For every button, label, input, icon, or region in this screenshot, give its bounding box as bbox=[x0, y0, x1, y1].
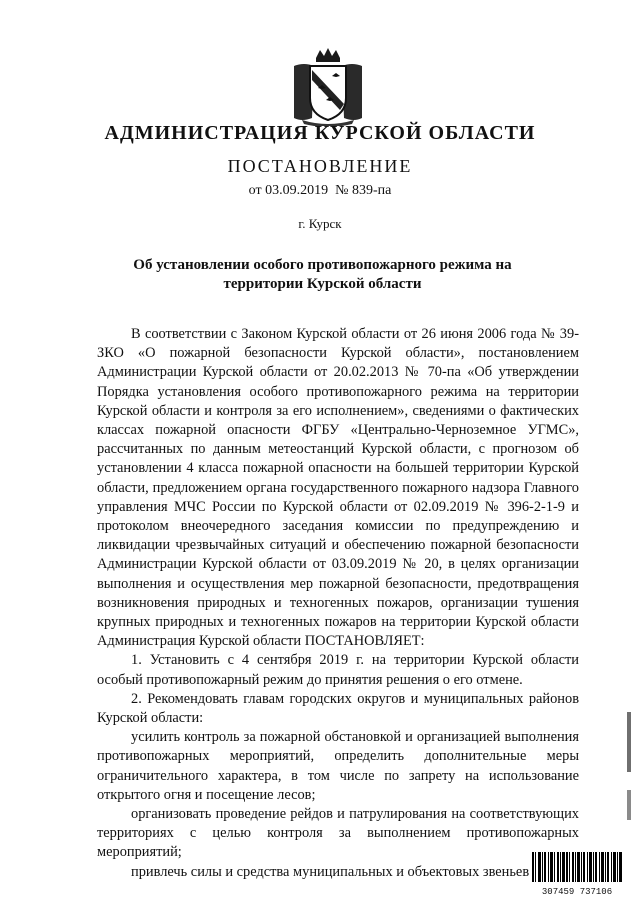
number-prefix: № bbox=[335, 183, 349, 198]
organization-title: АДМИНИСТРАЦИЯ КУРСКОЙ ОБЛАСТИ bbox=[104, 122, 536, 144]
document-type: ПОСТАНОВЛЕНИЕ bbox=[227, 156, 413, 176]
paragraph: В соответствии с Законом Курской области от 26 июня 2006 года № 39-ЗКО «О пожарной безопасности Курской области», постановлением Администрации Курской области от 20.02.2013 № 70-па «Об утверждении Порядка установления особого противопожарного режима на территории Курской области и контроля за его исполнением», сведениями о фактических классах пожарной опасности ФГБУ «Центрально-Черноземное УГМС», рассчитанных по данным метеостанций Курской области, с прогнозом об установлении 4 класса пожарной опасности на большей территории Курской области, предложением органа государственного пожарного надзора Главного управления МЧС России по Курской области от 02.09.2019 № 396-2-1-9 и протоколом внеочередного заседания комиссии по предупреждению и ликвидации чрезвычайных ситуаций и обеспечению пожарной безопасности Администрации Курской области от 03.09.2019 № 20, в целях организации выполнения и осуществления мер пожарной безопасности, предотвращения возникновения природных и техногенных пожаров, организации тушения крупных природных и техногенных пожаров на территории Курской области Администрация Курской области ПОСТАНОВЛЯЕТ: bbox=[97, 326, 579, 650]
scan-edge-mark bbox=[627, 712, 631, 772]
document-number: 839-па bbox=[351, 183, 392, 198]
paragraph: организовать проведение рейдов и патрулирования на соответствующих территориях с целью контроля за выполнением противопожарных мероприятий; bbox=[97, 806, 579, 861]
paragraph: привлечь силы и средства муниципальных и объектовых звеньев bbox=[131, 863, 530, 880]
date-prefix: от bbox=[248, 183, 262, 198]
document-body bbox=[97, 325, 579, 882]
paragraph: 2. Рекомендовать главам городских округов и муниципальных районов Курской области: bbox=[97, 690, 579, 727]
scan-edge-mark bbox=[627, 790, 631, 820]
document-city: г. Курск bbox=[298, 216, 342, 231]
paragraph: 1. Установить с 4 сентября 2019 г. на территории Курской области особый противопожарный режим до принятия решения о его отмене. bbox=[97, 652, 579, 688]
barcode-icon bbox=[532, 852, 622, 882]
barcode bbox=[532, 852, 622, 897]
paragraph: усилить контроль за пожарной обстановкой и организацией выполнения противопожарных мероприятий, определить дополнительные меры ограничительного характера, в том числе по запрету на использование открытого огня и посещение лесов; bbox=[97, 729, 579, 803]
document-date: 03.09.2019 bbox=[265, 183, 329, 198]
document-date-line bbox=[0, 183, 640, 199]
document-heading: Об установлении особого противопожарного режима на территории Курской области bbox=[133, 257, 512, 292]
barcode-number: 307459 737106 bbox=[541, 887, 613, 897]
coat-of-arms-icon bbox=[292, 48, 364, 126]
